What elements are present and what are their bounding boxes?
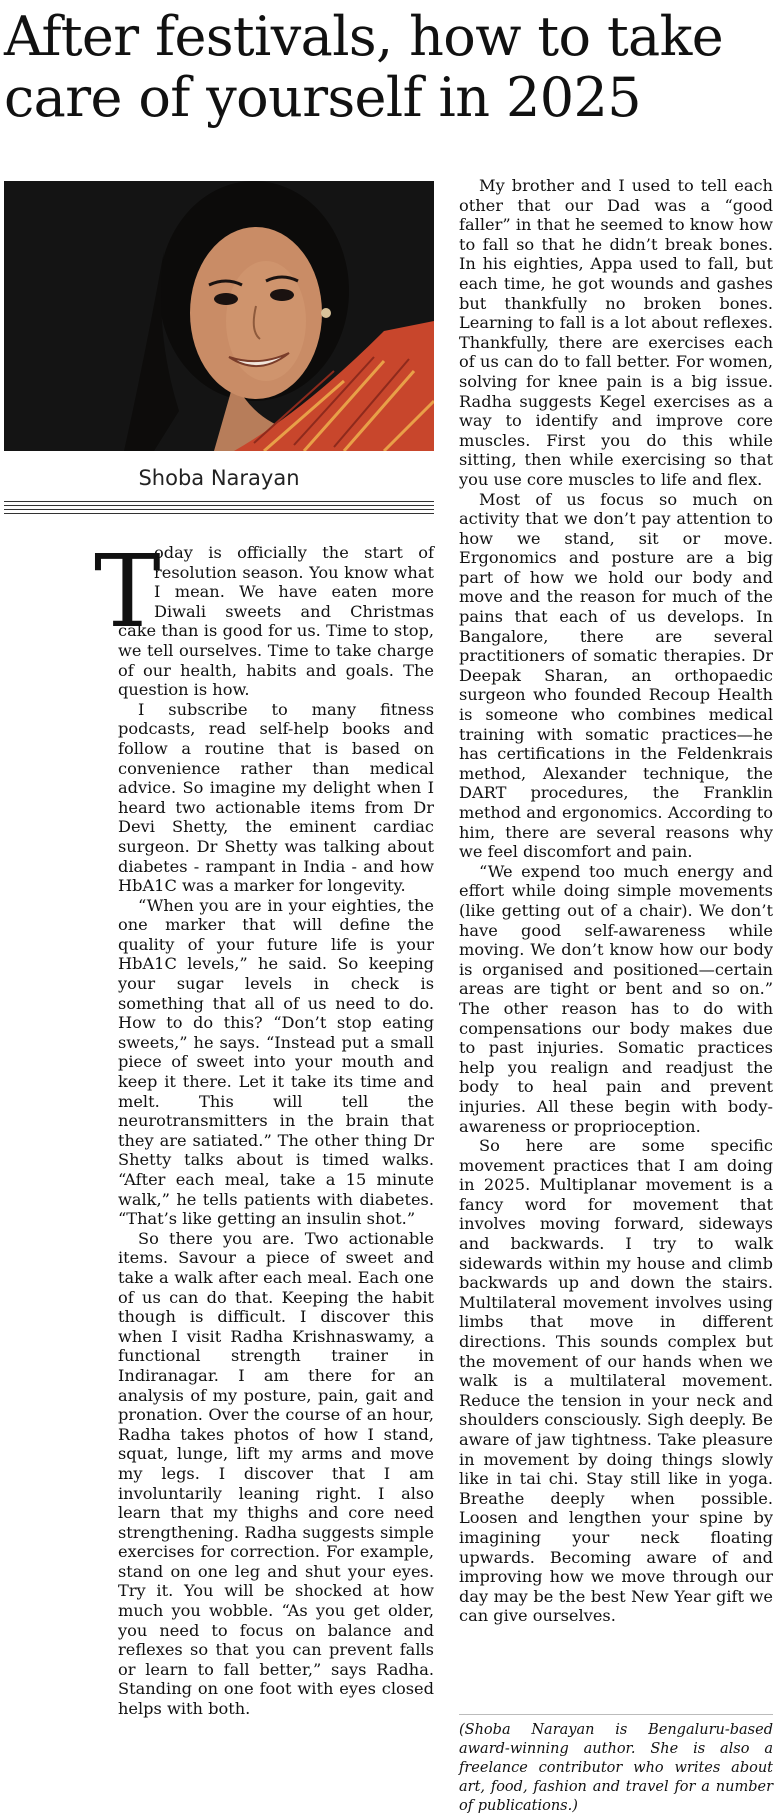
paragraph: I subscribe to many fitness podcasts, read self-help books and follow a routine that is based on convenience rather than medical advice. So imagine my delight when I heard two actionable items from Dr Devi Shetty, the eminent cardiac surgeon. Dr Shetty was talking about diabetes - rampant in India - and how HbA1C was a marker for longevity.	[118, 699, 434, 896]
paragraph-text: oday is officially the start of resolution season. You know what I mean. We have eaten more Diwali sweets and Christmas cake than is good for us. Time to stop, we tell ourselves. Time to take charge of our health, habits and goals. The question is how.	[118, 543, 434, 700]
byline-divider	[4, 501, 434, 517]
paragraph	[118, 543, 434, 700]
byline: Shoba Narayan	[138, 466, 300, 490]
headline: After festivals, how to take care of yourself in 2025	[4, 5, 724, 129]
author-portrait-illustration	[4, 181, 434, 451]
paragraph: So there you are. Two actionable items. Savour a piece of sweet and take a walk after each meal. Each one of us can do that. Keeping the habit though is difficult. I discover this when I visit Radha Krishnaswamy, a functional strength trainer in Indiranagar. I am there for an analysis of my posture, pain, gait and pronation. Over the course of an hour, Radha takes photos of how I stand, squat, lunge, lift my arms and move my legs. I discover that I am involuntarily leaning right. I also learn that my thighs and core need strengthening. Radha suggests simple exercises for correction. For example, stand on one leg and shut your eyes. Try it. You will be shocked at how much you wobble. “As you get older, you need to focus on balance and reflexes so that you can prevent falls or learn to fall better,” says Radha. Standing on one foot with eyes closed helps with both.	[118, 1228, 434, 1719]
paragraph: Most of us focus so much on activity that we don’t pay attention to how we stand, sit or move. Ergonomics and posture are a big part of how we hold our body and move and the reason for much of the pains that each of us develops. In Bangalore, there are several practitioners of somatic therapies. Dr Deepak Sharan, an orthopaedic surgeon who founded Recoup Health is someone who combines medical training with somatic practices—he has certifications in the Feldenkrais method, Alexander technique, the DART procedures, the Franklin method and ergonomics. According to him, there are several reasons why we feel discomfort and pain.	[459, 489, 773, 862]
article-column-left	[118, 543, 434, 1719]
drop-cap-spacer	[118, 543, 154, 621]
article-column-right	[459, 176, 773, 1626]
paragraph: My brother and I used to tell each other that our Dad was a “good faller” in that he seemed to know how to fall so that he didn’t break bones. In his eighties, Appa used to fall, but each time, he got wounds and gashes but thankfully no broken bones. Learning to fall is a lot about reflexes. Thankfully, there are exercises each of us can do to fall better. For women, solving for knee pain is a big issue. Radha suggests Kegel exercises as a way to identify and improve core muscles. First you do this while sitting, then while exercising so that you use core muscles to life and flex.	[459, 176, 773, 489]
paragraph: “When you are in your eighties, the one marker that will define the quality of your future life is your HbA1C levels,” he said. So keeping your sugar levels in check is something that all of us need to do. How to do this? “Don’t stop eating sweets,” he says. “Instead put a small piece of sweet into your mouth and keep it there. Let it take its time and melt. This will tell the neurotransmitters in the brain that they are satiated.” The other thing Dr Shetty talks about is timed walks. “After each meal, take a 15 minute walk,” he tells patients with diabetes. “That’s like getting an insulin shot.”	[118, 895, 434, 1229]
drop-cap: T	[94, 533, 161, 650]
author-note: (Shoba Narayan is Bengaluru-based award-winning author. She is also a freelance contributor who writes about art, food, fashion and travel for a number of publications.)	[459, 1714, 773, 1816]
author-photo	[4, 181, 434, 451]
paragraph: So here are some specific movement practices that I am doing in 2025. Multiplanar movement is a fancy word for movement that involves moving forward, sideways and backwards. I try to walk sidewards within my house and climb backwards up and down the stairs. Multilateral movement involves using limbs that move in different directions. This sounds complex but the movement of our hands when we walk is a multilateral movement. Reduce the tension in your neck and shoulders consciously. Sigh deeply. Be aware of jaw tightness. Take pleasure in movement by doing things slowly like in tai chi. Stay still like in yoga. Breathe deeply when possible. Loosen and lengthen your spine by imagining your neck floating upwards. Becoming aware of and improving how we move through our day may be the best New Year gift we can give ourselves.	[459, 1136, 773, 1626]
paragraph: “We expend too much energy and effort while doing simple movements (like getting out of a chair). We don’t have good self-awareness while moving. We don’t know how our body is organised and positioned—certain areas are tight or bent and so on.” The other reason has to do with compensations our body makes due to past injuries. Somatic practices help you realign and readjust the body to heal pain and prevent injuries. All these begin with body-awareness or proprioception.	[459, 861, 773, 1136]
